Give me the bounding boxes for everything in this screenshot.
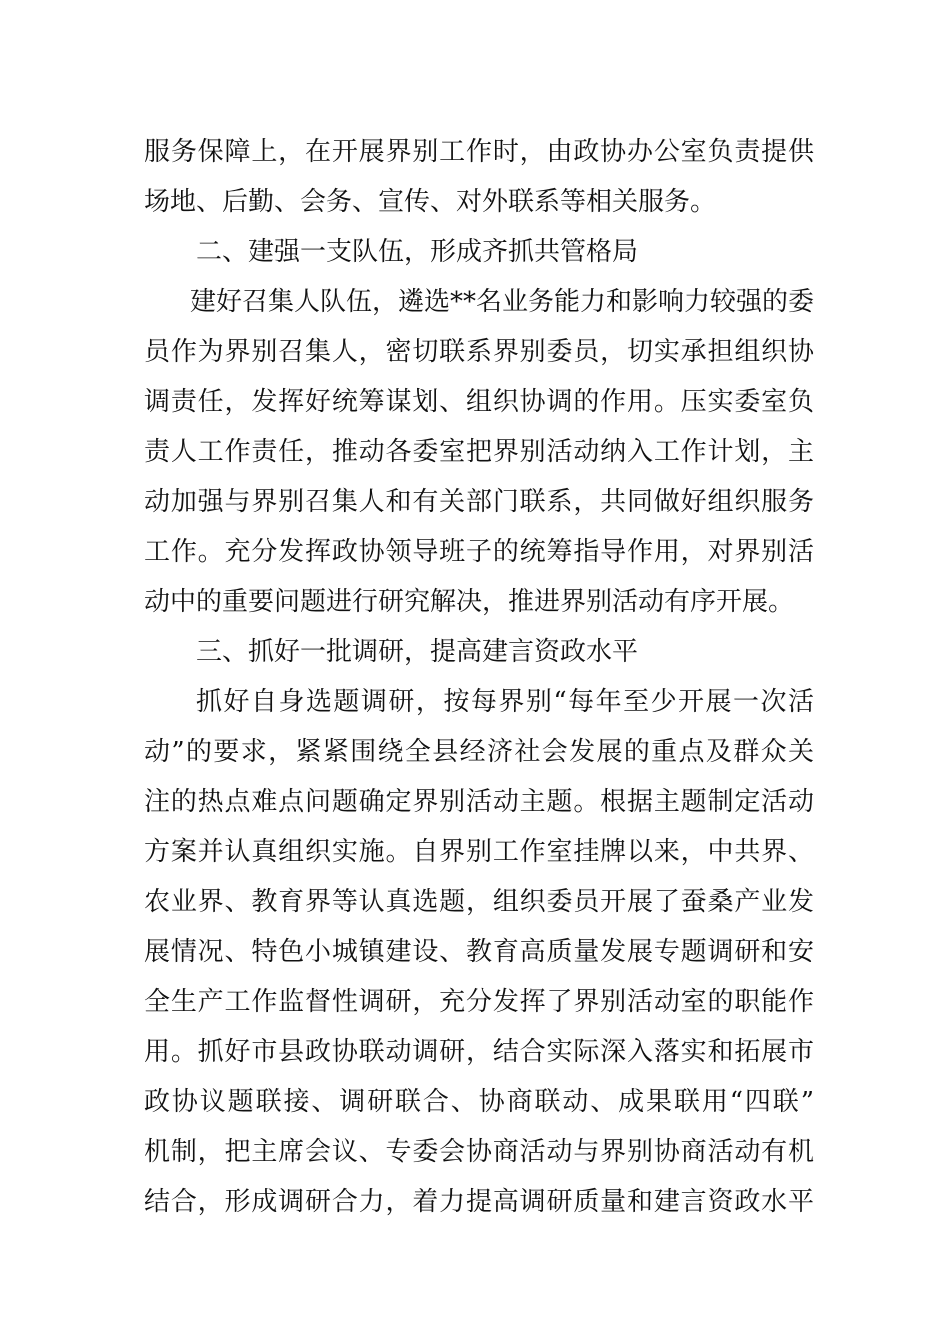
paragraph-line: 场地、后勤、会务、宣传、对外联系等相关服务。 bbox=[144, 187, 717, 217]
paragraph-line: 机制，把主席会议、专委会协商活动与界别协商活动有机 bbox=[144, 1137, 814, 1167]
paragraph-line: 责人工作责任，推动各委室把界别活动纳入工作计划，主 bbox=[144, 437, 814, 467]
paragraph-line: 员作为界别召集人，密切联系界别委员，切实承担组织协 bbox=[144, 337, 814, 367]
paragraph-line: 工作。充分发挥政协领导班子的统筹指导作用，对界别活 bbox=[144, 537, 814, 567]
paragraph-line: 用。抓好市县政协联动调研，结合实际深入落实和拓展市 bbox=[144, 1037, 814, 1067]
paragraph-line: 抓好自身选题调研，按每界别“每年至少开展一次活 bbox=[196, 687, 814, 717]
paragraph-line: 建好召集人队伍，遴选**名业务能力和影响力较强的委 bbox=[190, 287, 815, 317]
paragraph-line: 方案并认真组织实施。自界别工作室挂牌以来，中共界、 bbox=[144, 837, 814, 867]
paragraph-line: 调责任，发挥好统筹谋划、组织协调的作用。压实委室负 bbox=[144, 387, 814, 417]
paragraph-line: 动”的要求，紧紧围绕全县经济社会发展的重点及群众关 bbox=[144, 737, 814, 767]
section-heading: 二、建强一支队伍，形成齐抓共管格局 bbox=[196, 237, 639, 267]
paragraph-line: 政协议题联接、调研联合、协商联动、成果联用“四联” bbox=[144, 1087, 814, 1117]
paragraph-line: 动加强与界别召集人和有关部门联系，共同做好组织服务 bbox=[144, 487, 814, 517]
paragraph-line: 结合，形成调研合力，着力提高调研质量和建言资政水平 bbox=[144, 1187, 814, 1217]
paragraph-line: 展情况、特色小城镇建设、教育高质量发展专题调研和安 bbox=[144, 937, 814, 967]
paragraph-line: 服务保障上，在开展界别工作时，由政协办公室负责提供 bbox=[144, 137, 814, 167]
section-heading: 三、抓好一批调研，提高建言资政水平 bbox=[196, 637, 639, 667]
paragraph-line: 动中的重要问题进行研究解决，推进界别活动有序开展。 bbox=[144, 587, 795, 617]
paragraph-line: 农业界、教育界等认真选题，组织委员开展了蚕桑产业发 bbox=[144, 887, 814, 917]
paragraph-line: 全生产工作监督性调研，充分发挥了界别活动室的职能作 bbox=[144, 987, 814, 1017]
paragraph-line: 注的热点难点问题确定界别活动主题。根据主题制定活动 bbox=[144, 787, 814, 817]
